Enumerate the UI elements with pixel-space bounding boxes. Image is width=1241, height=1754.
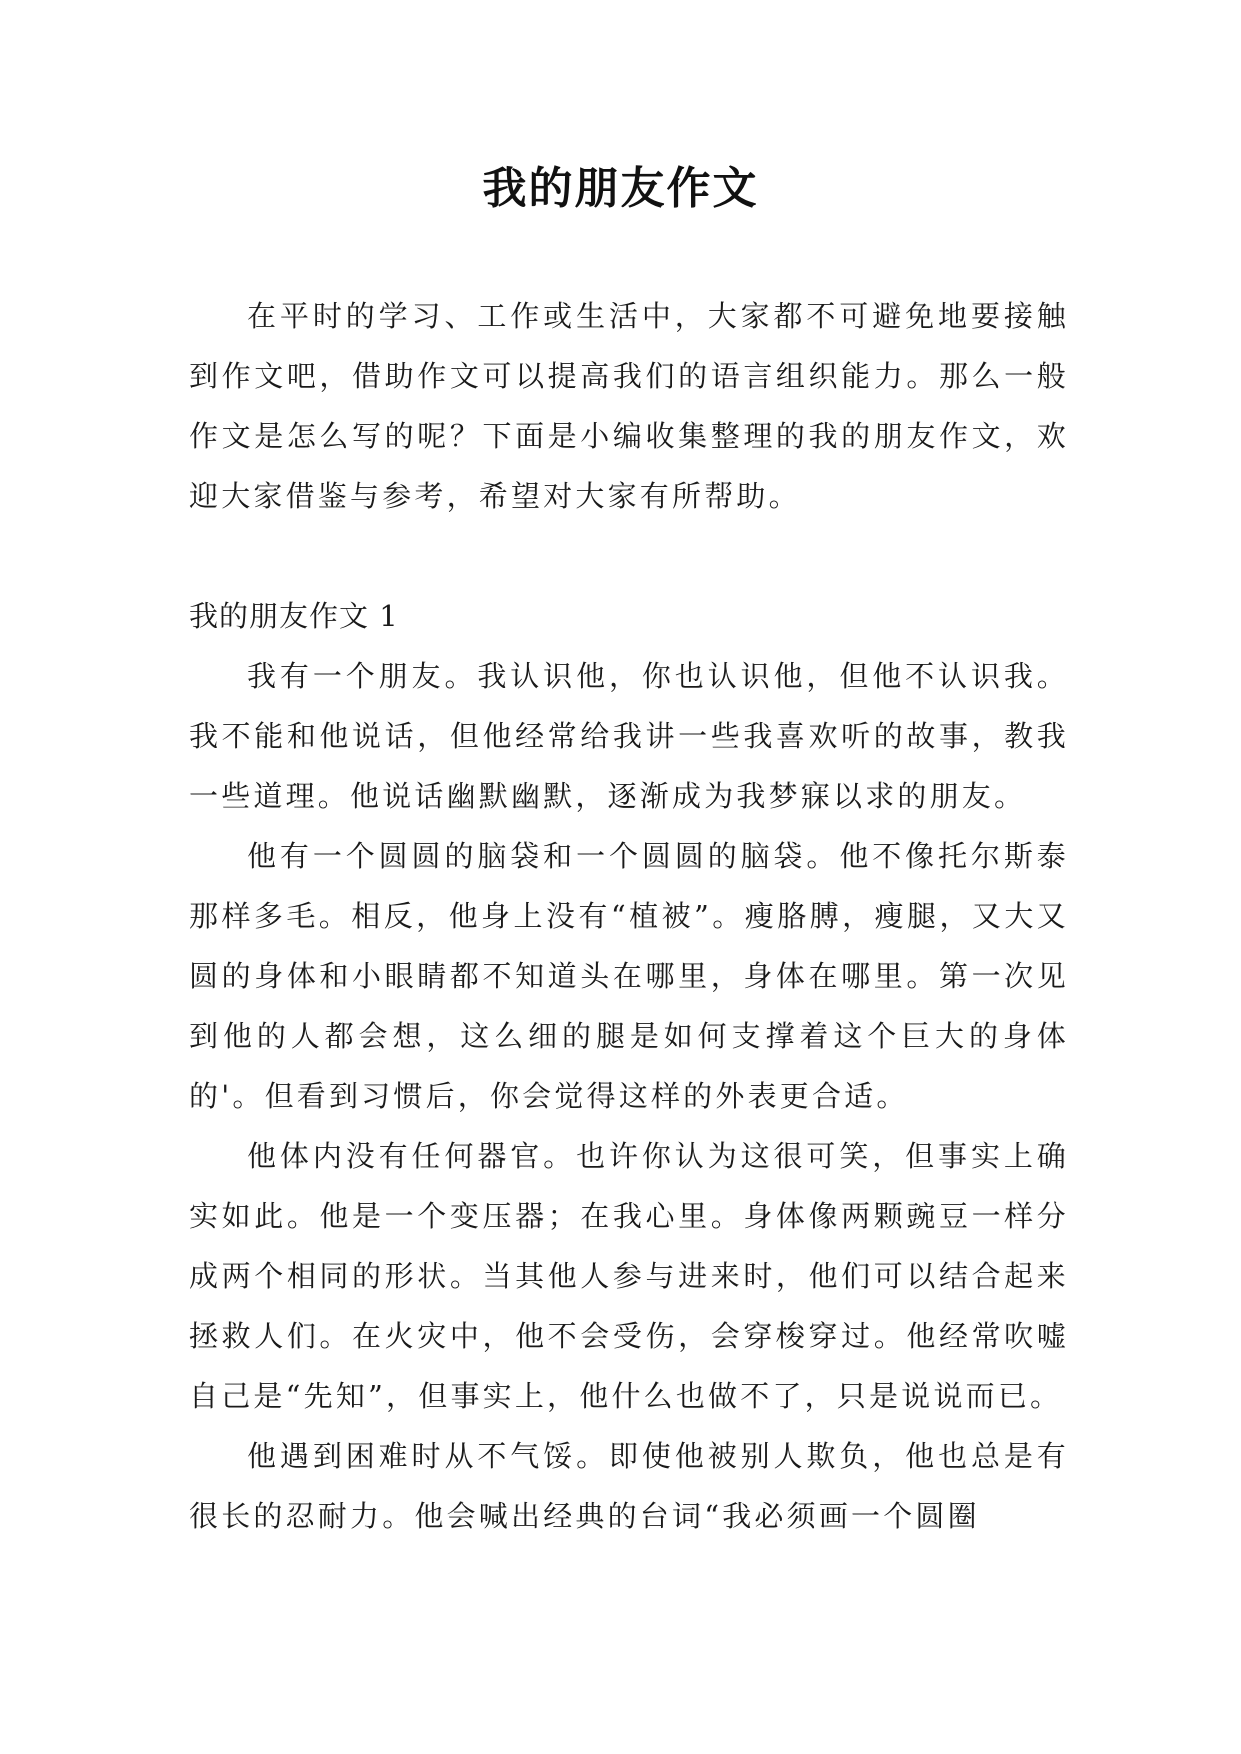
- body-paragraph: 他体内没有任何器官。也许你认为这很可笑，但事实上确实如此。他是一个变压器；在我心里。身体像两颗豌豆一样分成两个相同的形状。当其他人参与进来时，他们可以结合起来拯救人们。在火灾中，他不会受伤，会穿梭穿过。他经常吹嘘自己是“先知”，但事实上，他什么也做不了，只是说说而已。: [189, 1139, 1069, 1413]
- body-paragraph: 我有一个朋友。我认识他，你也认识他，但他不认识我。我不能和他说话，但他经常给我讲一些我喜欢听的故事，教我一些道理。他说话幽默幽默，逐渐成为我梦寐以求的朋友。: [189, 659, 1069, 813]
- section-heading: 我的朋友作文 1: [189, 599, 399, 633]
- document-title: 我的朋友作文: [482, 163, 759, 214]
- body-paragraph: 他有一个圆圆的脑袋和一个圆圆的脑袋。他不像托尔斯泰那样多毛。相反，他身上没有“植被”。瘦胳膊，瘦腿，又大又圆的身体和小眼睛都不知道头在哪里，身体在哪里。第一次见到他的人都会想，这么细的腿是如何支撑着这个巨大的身体的'。但看到习惯后，你会觉得这样的外表更合适。: [189, 839, 1069, 1113]
- intro-paragraph: 在平时的学习、工作或生活中，大家都不可避免地要接触到作文吧，借助作文可以提高我们的语言组织能力。那么一般作文是怎么写的呢？下面是小编收集整理的我的朋友作文，欢迎大家借鉴与参考，希望对大家有所帮助。: [189, 299, 1069, 513]
- body-paragraph: 他遇到困难时从不气馁。即使他被别人欺负，他也总是有很长的忍耐力。他会喊出经典的台词“我必须画一个圆圈: [189, 1439, 1069, 1533]
- document-body: [189, 286, 1069, 1546]
